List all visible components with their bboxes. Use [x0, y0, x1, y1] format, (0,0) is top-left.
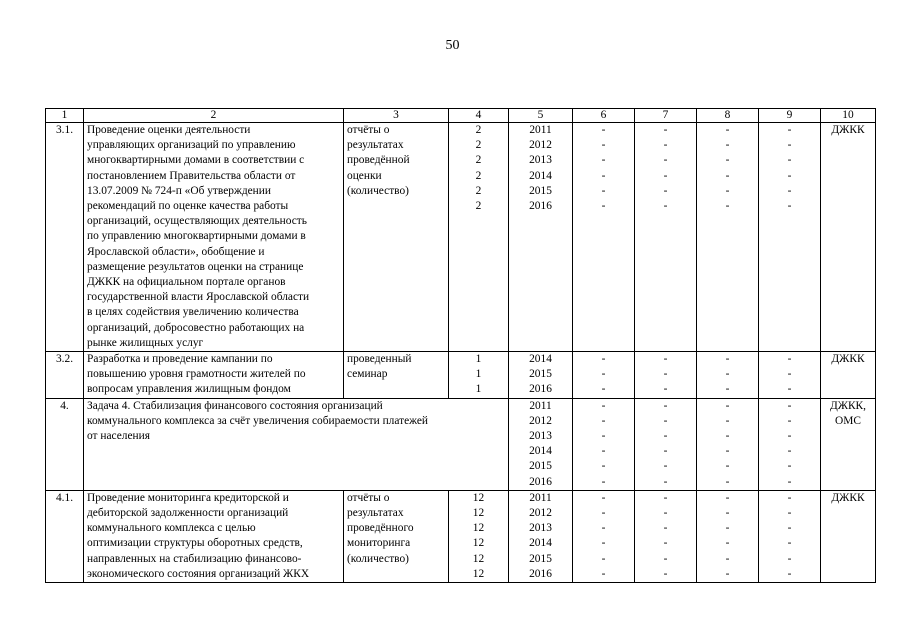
column-number: 5 — [509, 109, 573, 123]
funding-col8: - - - - - - — [697, 123, 759, 352]
funding-col9: - - - - - - — [759, 123, 821, 352]
column-number: 8 — [697, 109, 759, 123]
column-number: 7 — [635, 109, 697, 123]
row-number: 4.1. — [46, 490, 84, 582]
funding-col6: - - - - - - — [573, 398, 635, 490]
page-number: 50 — [445, 38, 460, 53]
funding-col8: - - - — [697, 352, 759, 399]
activity-text: Разработка и проведение кампании по повышению уровня грамотности жителей по вопросам управления жилищным фондом — [84, 352, 344, 399]
indicator-value: 1 1 1 — [449, 352, 509, 399]
funding-col8: - - - - - - — [697, 490, 759, 582]
funding-col9: - - - — [759, 352, 821, 399]
executor: ДЖКК — [821, 490, 876, 582]
funding-col9: - - - - - - — [759, 490, 821, 582]
funding-col7: - - - - - - — [635, 398, 697, 490]
years: 2014 2015 2016 — [509, 352, 573, 399]
row-number: 3.1. — [46, 123, 84, 352]
executor: ДЖКК, ОМС — [821, 398, 876, 490]
program-table — [45, 108, 876, 583]
funding-col7: - - - — [635, 352, 697, 399]
years: 2011 2012 2013 2014 2015 2016 — [509, 123, 573, 352]
column-number: 4 — [449, 109, 509, 123]
column-number: 10 — [821, 109, 876, 123]
row-number: 3.2. — [46, 352, 84, 399]
task-heading: Задача 4. Стабилизация финансового состояния организаций коммунального комплекса за счёт увеличения собираемости платежей от населения — [84, 398, 509, 490]
table-row — [46, 398, 876, 490]
funding-col9: - - - - - - — [759, 398, 821, 490]
indicator-text: отчёты о результатах проведённой оценки (количество) — [344, 123, 449, 352]
funding-col7: - - - - - - — [635, 490, 697, 582]
column-number: 9 — [759, 109, 821, 123]
row-number: 4. — [46, 398, 84, 490]
years: 2011 2012 2013 2014 2015 2016 — [509, 398, 573, 490]
funding-col6: - - - - - - — [573, 490, 635, 582]
column-number: 6 — [573, 109, 635, 123]
column-number: 3 — [344, 109, 449, 123]
funding-col8: - - - - - - — [697, 398, 759, 490]
activity-text: Проведение оценки деятельности управляющих организаций по управлению многоквартирными домами в соответствии с постановлением Правительства области от 13.07.2009 № 724-п «Об утверждении рекомендаций по оценке качества работы организаций, осуществляющих деятельность по управлению многоквартирными домами в Ярославской области», обобщение и размещение результатов оценки на странице ДЖКК на официальном портале органов государственной власти Ярославской области в целях содействия увеличению количества организаций, добросовестно работающих на рынке жилищных услуг — [84, 123, 344, 352]
executor: ДЖКК — [821, 352, 876, 399]
activity-text: Проведение мониторинга кредиторской и дебиторской задолженности организаций коммунального комплекса с целью оптимизации структуры оборотных средств, направленных на стабилизацию финансово- экономического состояния организаций ЖКХ — [84, 490, 344, 582]
column-number: 2 — [84, 109, 344, 123]
indicator-value: 12 12 12 12 12 12 — [449, 490, 509, 582]
table-row — [46, 123, 876, 352]
indicator-text: проведенный семинар — [344, 352, 449, 399]
table-row — [46, 490, 876, 582]
table-row — [46, 352, 876, 399]
indicator-value: 2 2 2 2 2 2 — [449, 123, 509, 352]
executor: ДЖКК — [821, 123, 876, 352]
column-number-row — [46, 109, 876, 123]
column-number: 1 — [46, 109, 84, 123]
funding-col6: - - - — [573, 352, 635, 399]
funding-col6: - - - - - - — [573, 123, 635, 352]
indicator-text: отчёты о результатах проведённого мониторинга (количество) — [344, 490, 449, 582]
funding-col7: - - - - - - — [635, 123, 697, 352]
years: 2011 2012 2013 2014 2015 2016 — [509, 490, 573, 582]
